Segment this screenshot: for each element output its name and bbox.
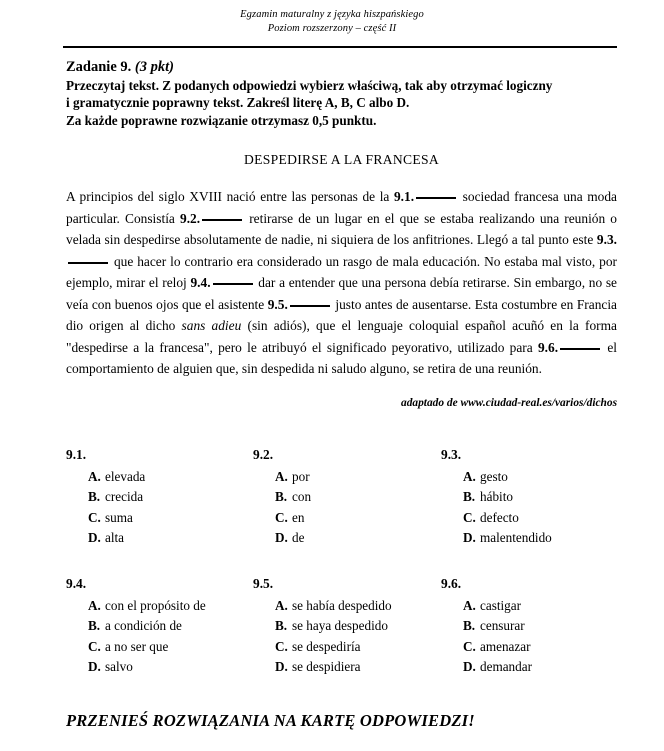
option-list [441,467,617,549]
option-text: de [292,530,305,546]
option-item[interactable] [275,637,441,658]
footer-transfer-note: PRZENIEŚ ROZWIĄZANIA NA KARTĘ ODPOWIEDZI! [66,711,475,730]
option-text: se despidiera [292,659,361,675]
option-letter: B. [275,489,288,505]
answer-blank-9-6[interactable] [560,348,600,350]
passage-segment-3: retirarse de un lugar en el que se estaba realizando una reunión o velada sin despedirse absolutamente de nadie, ni siquiera de los anfitriones. Llegó a tal punto este [66,210,617,248]
passage-segment-4: que hacer lo contrario era considerado un rasgo de mala educación. No estaba mal visto, por ejemplo, mirar el reloj [66,253,617,291]
passage-segment-6: justo antes de ausentarse. Esta costumbre en Francia dio origen al dicho [66,296,617,334]
option-text: demandar [480,659,532,675]
option-letter: D. [463,659,476,675]
option-item[interactable] [463,467,617,488]
gap-marker-9-5: 9.5. [267,296,288,312]
option-letter: C. [275,638,288,654]
option-item[interactable] [88,596,253,617]
header-divider-rule [63,46,617,48]
question-group [253,574,441,678]
option-letter: A. [88,597,101,613]
option-letter: A. [463,597,476,613]
page-content [66,58,617,678]
option-text: por [292,468,310,484]
answer-blank-9-5[interactable] [290,305,330,307]
option-letter: D. [275,530,288,546]
question-number: 9.4. [66,575,87,591]
option-letter: C. [88,638,101,654]
running-head-line-1: Egzamin maturalny z języka hiszpańskiego [240,9,424,20]
gap-marker-9-6: 9.6. [537,339,559,355]
passage-segment-8: el comportamiento de alguien que, sin despedida ni saludo alguno, se retira de una reunión. [66,339,617,377]
answer-blank-9-3[interactable] [68,262,108,264]
answer-blank-9-1[interactable] [416,197,456,199]
passage-segment-7: (sin adiós), que el lenguaje coloquial español acuñó en la forma "despedirse a la francesa", pero le atribuyó el significado peyorativo, utilizado para [66,318,617,355]
option-item[interactable] [275,508,441,529]
option-letter: C. [463,638,476,654]
option-text: en [292,509,305,525]
running-head-line-2: Poziom rozszerzony – część II [267,23,397,34]
option-letter: A. [88,468,101,484]
instruction-line-2: i gramatycznie poprawny tekst. Zakreśl literę A, B, C albo D. [66,95,410,111]
passage-segment-2: sociedad francesa una moda particular. Consistía [66,189,617,226]
option-letter: B. [88,489,101,505]
passage-italic-phrase: sans adieu [181,318,242,334]
running-head [0,8,664,36]
question-number: 9.3. [441,446,462,462]
option-text: castigar [480,597,522,613]
option-item[interactable] [88,637,253,658]
option-item[interactable] [275,657,441,678]
question-group [441,574,617,678]
question-number: 9.1. [66,446,87,462]
gap-marker-9-1: 9.1. [393,189,415,205]
option-letter: B. [463,618,476,634]
option-item[interactable] [275,596,441,617]
gap-marker-9-3: 9.3. [596,232,617,248]
passage-title: DESPEDIRSE A LA FRANCESA [244,152,439,168]
option-item[interactable] [88,616,253,637]
option-letter: D. [88,659,101,675]
option-letter: C. [88,509,101,525]
instruction-line-3: Za każde poprawne rozwiązanie otrzymasz 0,5 punktu. [66,112,377,128]
option-letter: B. [463,489,476,505]
option-list [253,596,441,678]
option-text: se había despedido [292,597,392,613]
option-text: hábito [480,489,513,505]
option-letter: D. [463,530,476,546]
gap-marker-9-2: 9.2. [180,210,201,226]
option-item[interactable] [275,528,441,549]
option-item[interactable] [88,528,253,549]
option-item[interactable] [463,508,617,529]
option-text: alta [105,530,125,546]
question-group [66,574,253,678]
task-points: (3 pkt) [134,59,174,75]
option-text: a no ser que [105,638,169,654]
option-letter: D. [275,659,288,675]
option-text: malentendido [480,530,552,546]
option-item[interactable] [275,487,441,508]
question-group [441,445,617,549]
instruction-line-1: Przeczytaj tekst. Z podanych odpowiedzi wybierz właściwą, tak aby otrzymać logiczny [66,78,553,93]
option-item[interactable] [463,487,617,508]
task-heading [66,58,617,76]
question-number: 9.2. [253,446,274,462]
question-number: 9.5. [253,575,274,591]
option-letter: A. [275,468,288,484]
option-text: crecida [105,489,144,505]
option-text: elevada [105,468,146,484]
option-item[interactable] [463,657,617,678]
option-letter: A. [275,597,288,613]
option-text: censurar [480,618,525,634]
option-item[interactable] [88,487,253,508]
option-letter: B. [88,618,101,634]
passage-body [66,186,617,380]
option-list [66,467,253,549]
option-item[interactable] [275,616,441,637]
option-item[interactable] [88,467,253,488]
option-text: gesto [480,468,508,484]
option-text: a condición de [105,618,182,634]
option-text: con [292,489,312,505]
option-list [66,596,253,678]
option-text: se despediría [292,638,361,654]
option-item[interactable] [463,637,617,658]
option-letter: A. [463,468,476,484]
option-item[interactable] [88,657,253,678]
gap-marker-9-4: 9.4. [190,275,211,291]
answer-blank-9-4[interactable] [213,283,253,285]
question-number: 9.6. [441,575,462,591]
option-item[interactable] [463,596,617,617]
option-item[interactable] [275,467,441,488]
option-item[interactable] [88,508,253,529]
passage-segment-1: A principios del siglo XVIII nació entre las personas de la [66,189,394,205]
answer-blank-9-2[interactable] [202,219,242,221]
question-group [66,445,253,549]
question-group [253,445,441,549]
task-instructions [66,77,617,129]
option-item[interactable] [463,528,617,549]
option-letter: D. [88,530,101,546]
passage-segment-5: dar a entender que una persona debía retirarse. Sin embargo, no se veía con buenos ojos que el asistente [66,275,617,312]
task-label: Zadanie 9. [66,59,132,75]
option-list [441,596,617,678]
option-letter: C. [275,509,288,525]
answer-options-grid [66,445,617,678]
option-letter: B. [275,618,288,634]
option-text: suma [105,509,133,525]
option-item[interactable] [463,616,617,637]
option-text: con el propósito de [105,597,206,613]
option-text: defecto [480,509,519,525]
option-text: se haya despedido [292,618,388,634]
option-text: amenazar [480,638,531,654]
passage-source-attribution: adaptado de www.ciudad-real.es/varios/dichos [401,396,617,409]
option-text: salvo [105,659,133,675]
option-list [253,467,441,549]
option-letter: C. [463,509,476,525]
